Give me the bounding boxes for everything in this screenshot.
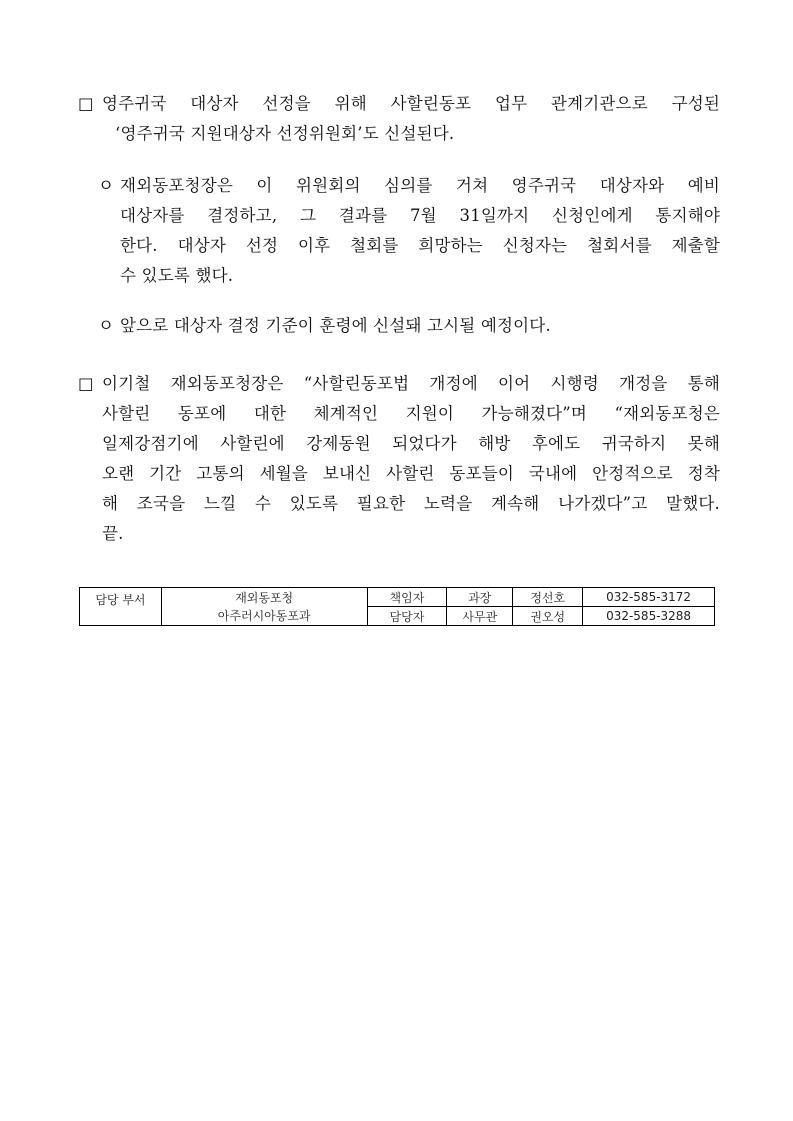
contact-row xyxy=(80,588,715,607)
paragraph-committee xyxy=(78,89,720,149)
contact-phone: 032-585-3288 xyxy=(583,607,715,626)
para2-line-4: 오랜 기간 고통의 세월을 보내신 사할린 동포들이 국내에 안정적으로 정착 xyxy=(102,464,720,483)
dept-name-1: 재외동포청 xyxy=(161,588,367,607)
circle-bullet-icon: ㅇ xyxy=(98,176,115,195)
para2-line-1: 이기철 재외동포청장은 “사할린동포법 개정에 이어 시행령 개정을 통해 xyxy=(102,374,720,393)
sub1-line-4: 수 있도록 했다. xyxy=(120,266,234,285)
contact-table xyxy=(79,587,715,626)
sub-bullet-criteria xyxy=(98,311,720,341)
para2-line-end: 끝. xyxy=(102,524,124,543)
dept-label: 담당 부서 xyxy=(80,588,162,626)
square-bullet-icon: □ xyxy=(78,374,94,393)
contact-row xyxy=(80,607,715,626)
para1-line-1: 영주귀국 대상자 선정을 위해 사할린동포 업무 관계기관으로 구성된 xyxy=(102,94,720,113)
para2-line-3: 일제강점기에 사할린에 강제동원 되었다가 해방 후에도 귀국하지 못해 xyxy=(102,434,720,453)
contact-role: 담당자 xyxy=(367,607,447,626)
contact-name: 권오성 xyxy=(513,607,583,626)
contact-title: 과장 xyxy=(447,588,513,607)
para1-line-2: ‘영주귀국 지원대상자 선정위원회’도 신설된다. xyxy=(115,124,455,143)
contact-role: 책임자 xyxy=(367,588,447,607)
square-bullet-icon: □ xyxy=(78,94,94,113)
para2-line-5: 해 조국을 느낄 수 있도록 필요한 노력을 계속해 나가겠다”고 말했다. xyxy=(102,494,720,513)
contact-name: 정선호 xyxy=(513,588,583,607)
circle-bullet-icon: ㅇ xyxy=(98,316,115,335)
dept-name-2: 아주러시아동포과 xyxy=(161,607,367,626)
contact-phone: 032-585-3172 xyxy=(583,588,715,607)
sub1-line-2: 대상자를 결정하고, 그 결과를 7월 31일까지 신청인에게 통지해야 xyxy=(120,206,720,225)
sub1-line-3: 한다. 대상자 선정 이후 철회를 희망하는 신청자는 철회서를 제출할 xyxy=(120,236,720,255)
paragraph-commissioner-quote xyxy=(78,369,720,549)
sub2-line-1: 앞으로 대상자 결정 기준이 훈령에 신설돼 고시될 예정이다. xyxy=(120,316,551,335)
sub-bullet-decision xyxy=(98,171,720,291)
contact-title: 사무관 xyxy=(447,607,513,626)
sub1-line-1: 재외동포청장은 이 위원회의 심의를 거쳐 영주귀국 대상자와 예비 xyxy=(120,176,720,195)
para2-line-2: 사할린 동포에 대한 체계적인 지원이 가능해졌다”며 “재외동포청은 xyxy=(102,404,720,423)
